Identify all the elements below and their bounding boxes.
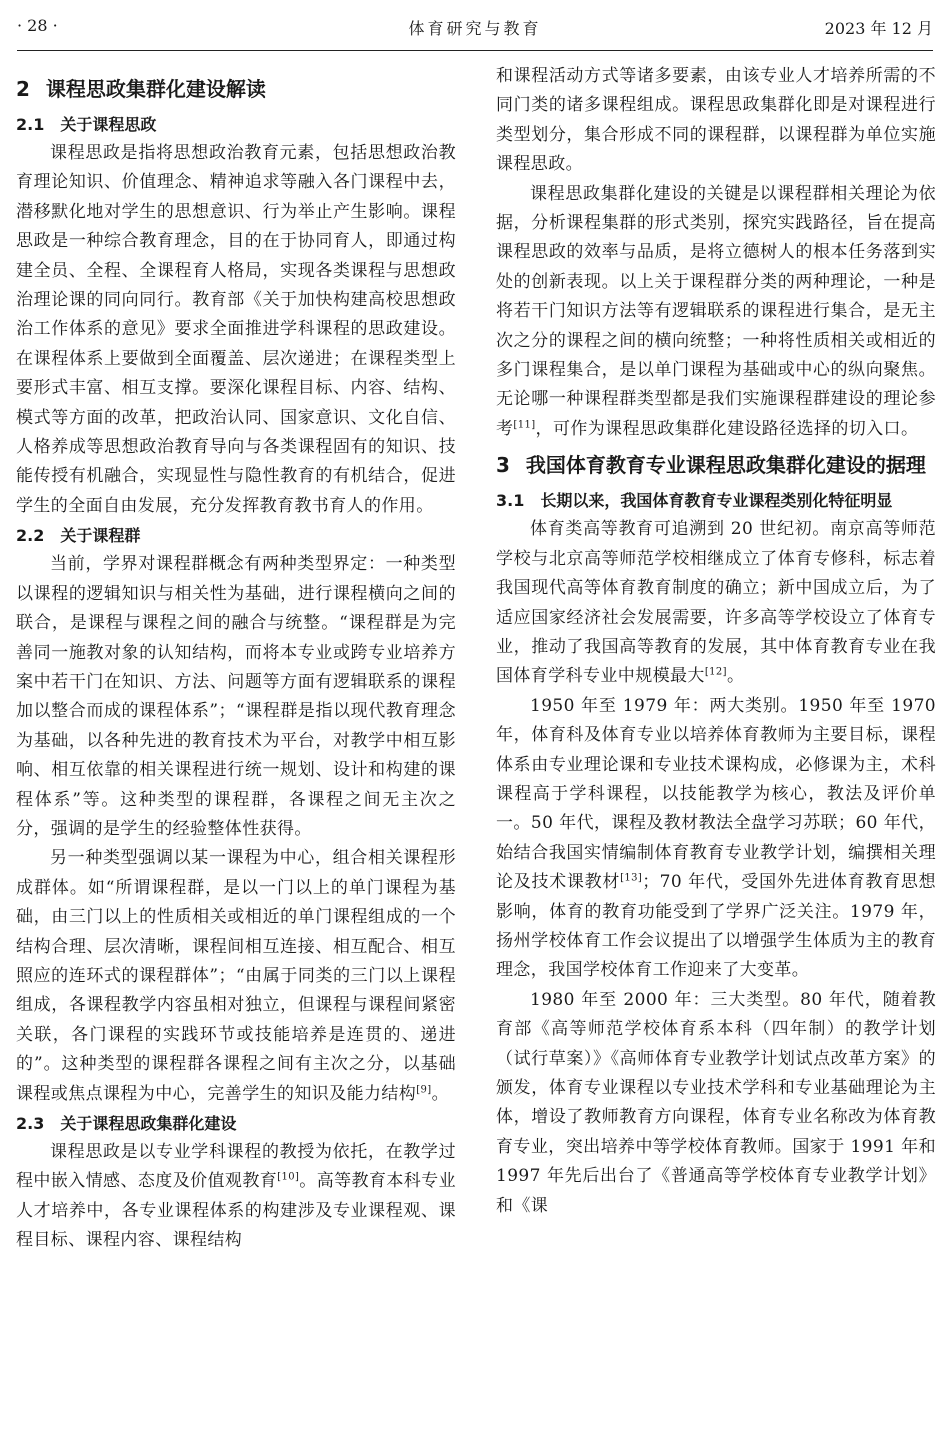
paragraph xyxy=(496,515,936,691)
citation: [10] xyxy=(277,1171,300,1183)
paragraph-text: ；70 年代，受国外先进体育教育思想影响，体育的教育功能受到了学界广泛关注。1979 年，扬州学校体育工作会议提出了以增强学生体质为主的教育理念，我国学校体育工作迎来了大变革。 xyxy=(496,872,936,981)
citation: [9] xyxy=(416,1083,432,1095)
paragraph xyxy=(16,844,456,1109)
right-column xyxy=(496,62,936,1221)
citation: [11] xyxy=(513,419,536,431)
paragraph-end: 。 xyxy=(431,1083,449,1104)
section-2-heading xyxy=(16,72,456,106)
paragraph-text: 。高等教育本科专业人才培养中，各专业课程体系的构建涉及专业课程观、课程目标、课程内容、课程结构 xyxy=(16,1171,456,1251)
subsection-title: 关于课程思政集群化建设 xyxy=(60,1114,237,1133)
subsection-3-1-heading xyxy=(496,486,936,515)
subsection-title: 关于课程思政 xyxy=(60,115,157,134)
subsection-2-2-heading xyxy=(16,521,456,550)
section-number: 3 xyxy=(496,453,510,478)
journal-title: 体育研究与教育 xyxy=(408,19,542,38)
section-number: 2 xyxy=(16,77,30,101)
paragraph-text: 课程思政是以专业学科课程的教授为依托，在教学过程中嵌入情感、态度及价值观教育 xyxy=(16,1142,456,1192)
paragraph-text: 另一种类型强调以某一课程为中心，组合相关课程形成群体。如“所谓课程群，是以一门以上的单门课程为基础，由三门以上的性质相关或相近的单门课程组成的一个结构合理、层次清晰，课程间相互连接、相互配合、相互照应的连环式的课程群体”；“由属于同类的三门以上课程组成，各课程教学内容虽相对独立，但课程与课程间紧密关联，各门课程的实践环节或技能培养是连贯的、递进的”。这种类型的课程群各课程之间有主次之分，以基础课程或焦点课程为中心，完善学生的知识及能力结构 xyxy=(16,848,456,1104)
subsection-2-1-heading xyxy=(16,110,456,139)
subsection-title: 长期以来，我国体育教育专业课程类别化特征明显 xyxy=(540,491,893,511)
paragraph xyxy=(496,180,936,445)
subsection-number: 2.3 xyxy=(16,1114,45,1133)
paragraph-text: 体育类高等教育可追溯到 20 世纪初。南京高等师范学校与北京高等师范学校相继成立了体育专修科，标志着我国现代高等体育教育制度的确立；新中国成立后，为了适应国家经济社会发展需要，许多高等学校设立了体育专业，推动了我国高等教育的发展，其中体育教育专业在我国体育学科专业中规模最大 xyxy=(496,519,936,687)
section-title: 课程思政集群化建设解读 xyxy=(45,77,266,101)
paragraph-text: 课程思政集群化建设的关键是以课程群相关理论为依据，分析课程集群的形式类别，探究实践路径，旨在提高课程思政的效率与品质，是将立德树人的根本任务落到实处的创新表现。以上关于课程群分类的两种理论，一种是将若干门知识方法等有逻辑联系的课程进行集合，是无主次之分的课程之间的横向统整；一种将性质相关或相近的多门课程集合，是以单门课程为基础或中心的纵向聚焦。无论哪一种课程群类型都是我们实施课程群建设的理论参考 xyxy=(496,183,936,439)
subsection-number: 2.2 xyxy=(16,526,45,546)
page-number: · 28 · xyxy=(17,16,58,35)
left-column xyxy=(16,72,456,1256)
subsection-number: 3.1 xyxy=(496,491,525,511)
paragraph xyxy=(496,692,936,986)
section-3-heading xyxy=(496,448,936,482)
paragraph-text: 1950 年至 1979 年：两大类别。1950 年至 1970 年，体育科及体育专业以培养体育教师为主要目标，课程体系由专业理论课和专业技术课构成，必修课为主，术科课程高于学科课程，以技能教学为核心，教法及评价单一。50 年代，课程及教材教法全盘学习苏联；60 年代，始结合我国实情编制体育教育专业教学计划，编撰相关理论及技术课教材 xyxy=(496,695,936,893)
citation: [13] xyxy=(620,872,643,884)
subsection-title: 关于课程群 xyxy=(60,526,141,546)
paragraph-continued: 和课程活动方式等诸多要素，由该专业人才培养所需的不同门类的诸多课程组成。课程思政集群化即是对课程进行类型划分，集合形成不同的课程群，以课程群为单位实施课程思政。 xyxy=(496,66,936,175)
paragraph: 1980 年至 2000 年：三大类型。80 年代，随着教育部《高等师范学校体育系本科（四年制）的教学计划（试行草案）》《高师体育专业教学计划试点改革方案》的颁发，体育专业课程以专业技术学科和专业基础理论为主体，增设了教师教育方向课程，体育专业名称改为体育教育专业，突出培养中等学校体育教师。国家于 1991 年和 1997 年先后出台了《普通高等学校体育专业教学计划》和《课 xyxy=(496,989,936,1216)
page-header xyxy=(17,0,933,51)
paragraph: 当前，学界对课程群概念有两种类型界定：一种类型以课程的逻辑知识与相关性为基础，进行课程横向之间的联合，是课程与课程之间的融合与统整。“课程群是为完善同一施教对象的认知结构，而将本专业或跨专业培养方案中若干门在知识、方法、问题等方面有逻辑联系的课程加以整合而成的课程体系”；“课程群是指以现代教育理念为基础，以各种先进的教育技术为平台，对教学中相互影响、相互依靠的相关课程进行统一规划、设计和构建的课程体系”等。这种类型的课程群，各课程之间无主次之分，强调的是学生的经验整体性获得。 xyxy=(16,554,456,839)
paragraph xyxy=(16,1138,456,1256)
section-title: 我国体育教育专业课程思政集群化建设的据理 xyxy=(525,453,926,478)
subsection-2-3-heading xyxy=(16,1109,456,1138)
subsection-number: 2.1 xyxy=(16,115,45,134)
issue-date: 2023 年 12 月 xyxy=(824,19,933,38)
paragraph-text: 。 xyxy=(726,666,745,687)
paragraph: 课程思政是指将思想政治教育元素，包括思想政治教育理论知识、价值理念、精神追求等融入各门课程中去，潜移默化地对学生的思想意识、行为举止产生影响。课程思政是一种综合教育理念，目的在于协同育人，即通过构建全员、全程、全课程育人格局，实现各类课程与思想政治理论课的同向同行。教育部《关于加快构建高校思想政治工作体系的意见》要求全面推进学科课程的思政建设。在课程体系上要做到全面覆盖、层次递进；在课程类型上要形式丰富、相互支撑。要深化课程目标、内容、结构、模式等方面的改革，把政治认同、国家意识、文化自信、人格养成等思想政治教育导向与各类课程固有的知识、技能传授有机融合，实现显性与隐性教育的有机结合，促进学生的全面自由发展，充分发挥教育教书育人的作用。 xyxy=(16,143,456,516)
paragraph-text: ，可作为课程思政集群化建设路径选择的切入口。 xyxy=(535,418,919,439)
citation: [12] xyxy=(704,666,727,678)
